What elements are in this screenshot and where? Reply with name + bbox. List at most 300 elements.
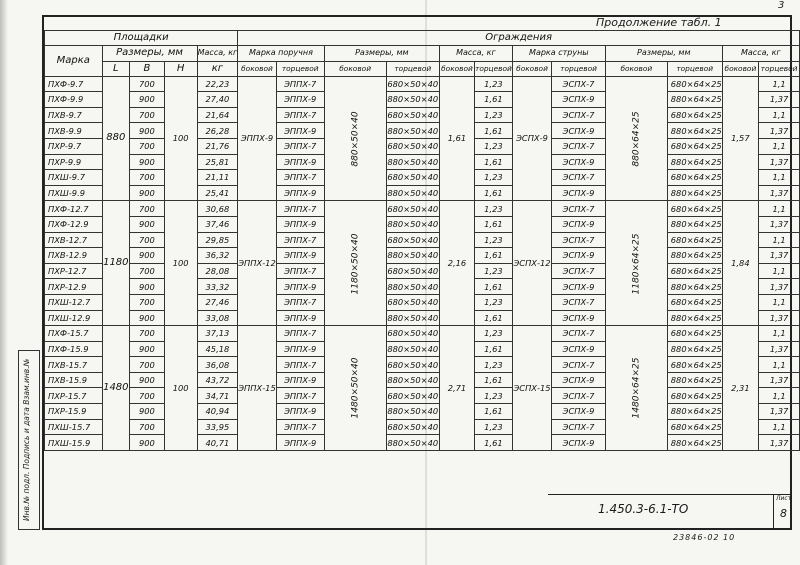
string-mass-end: 1,37	[759, 279, 800, 295]
handrail-mass-end: 1,23	[475, 326, 513, 342]
ssize-side-header: боковой	[605, 61, 667, 76]
string-size-side	[605, 201, 667, 326]
hmass-end-header: торцевой	[475, 61, 513, 76]
row-mass: 30,68	[197, 201, 238, 217]
row-width: 900	[130, 248, 165, 264]
handrail-size-end: 880×50×40	[386, 310, 439, 326]
row-mass: 40,71	[197, 435, 238, 451]
handrail-size-end: 680×50×40	[386, 388, 439, 404]
handrail-size-end: 880×50×40	[386, 216, 439, 232]
handrail-end: ЭППХ-9	[276, 216, 324, 232]
handrail-mass-end: 1,61	[475, 185, 513, 201]
handrail-mass-end: 1,23	[475, 357, 513, 373]
string-size-end: 880×64×25	[667, 123, 722, 139]
row-mass: 43,72	[197, 372, 238, 388]
handrail-size-end: 880×50×40	[386, 435, 439, 451]
table-row	[45, 232, 800, 248]
handrail-end: ЭППХ-9	[276, 372, 324, 388]
string-end: ЭСПХ-7	[552, 201, 606, 217]
string-mass-end: 1,37	[759, 341, 800, 357]
string-side-header: боковой	[512, 61, 551, 76]
string-mass-end: 1,37	[759, 404, 800, 420]
inventory-number: 23846-02 10	[673, 533, 736, 542]
string-end: ЭСПХ-7	[552, 294, 606, 310]
handrail-mass-end: 1,23	[475, 138, 513, 154]
handrail-end: ЭППХ-7	[276, 138, 324, 154]
row-mass: 26,28	[197, 123, 238, 139]
row-width: 700	[130, 294, 165, 310]
row-mark: ПХВ-12.9	[45, 248, 103, 264]
string-end: ЭСПХ-9	[552, 216, 606, 232]
row-width: 900	[130, 279, 165, 295]
handrail-size-end: 680×50×40	[386, 107, 439, 123]
handrail-mass-end: 1,61	[475, 248, 513, 264]
row-mass: 33,08	[197, 310, 238, 326]
string-size-side-text: 880×64×25	[631, 111, 642, 167]
row-width: 700	[130, 201, 165, 217]
handrail-mass-side: 2,71	[439, 326, 474, 451]
string-size-end: 680×64×25	[667, 388, 722, 404]
row-mass: 21,11	[197, 170, 238, 186]
handrail-mass-end: 1,61	[475, 372, 513, 388]
sheet-number-cell	[773, 494, 793, 530]
handrail-size-side-text: 880×50×40	[350, 111, 361, 167]
row-mass: 33,32	[197, 279, 238, 295]
handrail-mass-end: 1,23	[475, 294, 513, 310]
handrail-mass-end: 1,61	[475, 310, 513, 326]
string-mass-end: 1,1	[759, 419, 800, 435]
table-row	[45, 185, 800, 201]
row-width: 900	[130, 185, 165, 201]
handrail-size-end: 680×50×40	[386, 357, 439, 373]
group-length: 880	[102, 76, 130, 201]
spec-table-body	[45, 76, 800, 450]
row-mass: 21,76	[197, 138, 238, 154]
handrail-end: ЭППХ-7	[276, 357, 324, 373]
string-end: ЭСПХ-9	[552, 341, 606, 357]
row-width: 700	[130, 326, 165, 342]
spec-table	[44, 30, 800, 451]
string-size-end: 880×64×25	[667, 341, 722, 357]
string-end: ЭСПХ-7	[552, 232, 606, 248]
table-row	[45, 216, 800, 232]
ssize-end-header: торцевой	[667, 61, 722, 76]
handrail-size-end: 880×50×40	[386, 279, 439, 295]
handrail-size-side	[324, 76, 386, 201]
table-row	[45, 138, 800, 154]
row-mass: 34,71	[197, 388, 238, 404]
continuation-label: Продолжение табл. 1	[596, 16, 722, 29]
smass-end-header: торцевой	[759, 61, 800, 76]
handrail-end: ЭППХ-9	[276, 341, 324, 357]
string-mass-side: 1,84	[722, 201, 759, 326]
table-row	[45, 76, 800, 92]
string-end: ЭСПХ-9	[552, 185, 606, 201]
table-row	[45, 372, 800, 388]
string-mass-end: 1,37	[759, 310, 800, 326]
string-size-end: 680×64×25	[667, 326, 722, 342]
table-row	[45, 107, 800, 123]
string-end: ЭСПХ-9	[552, 310, 606, 326]
row-width: 900	[130, 435, 165, 451]
handrail-mass-end: 1,23	[475, 419, 513, 435]
approval-sidebar	[18, 350, 40, 530]
row-mass: 25,81	[197, 154, 238, 170]
row-width: 700	[130, 388, 165, 404]
handrail-end: ЭППХ-9	[276, 248, 324, 264]
handrail-mass-end: 1,23	[475, 263, 513, 279]
row-mass: 40,94	[197, 404, 238, 420]
table-row	[45, 154, 800, 170]
row-mark: ПХВ-9.9	[45, 123, 103, 139]
table-row	[45, 201, 800, 217]
row-width: 900	[130, 341, 165, 357]
row-mass: 36,08	[197, 357, 238, 373]
handrail-mass-end: 1,61	[475, 435, 513, 451]
string-size-end: 680×64×25	[667, 357, 722, 373]
platform-sizes-header: Размеры, мм	[102, 46, 197, 62]
handrail-size-side-text: 1180×50×40	[350, 233, 361, 295]
row-mass: 27,40	[197, 92, 238, 108]
string-mass-end: 1,1	[759, 232, 800, 248]
string-mass-end: 1,1	[759, 170, 800, 186]
row-width: 700	[130, 76, 165, 92]
row-mass: 29,85	[197, 232, 238, 248]
row-mass: 27,46	[197, 294, 238, 310]
handrail-mass-end: 1,23	[475, 201, 513, 217]
row-width: 900	[130, 92, 165, 108]
handrail-size-end: 880×50×40	[386, 404, 439, 420]
hmass-side-header: боковой	[439, 61, 474, 76]
string-side: ЭСПХ-15	[512, 326, 551, 451]
handrail-side: ЭППХ-15	[238, 326, 277, 451]
row-mass: 22,23	[197, 76, 238, 92]
string-end: ЭСПХ-7	[552, 107, 606, 123]
row-width: 900	[130, 154, 165, 170]
string-size-end: 680×64×25	[667, 232, 722, 248]
string-mass-end: 1,37	[759, 154, 800, 170]
row-mark: ПХШ-15.7	[45, 419, 103, 435]
handrail-mass-end: 1,23	[475, 388, 513, 404]
string-mass-end: 1,1	[759, 76, 800, 92]
handrail-size-end: 680×50×40	[386, 170, 439, 186]
handrail-mass-end: 1,23	[475, 76, 513, 92]
string-end: ЭСПХ-9	[552, 279, 606, 295]
row-mark: ПХШ-12.7	[45, 294, 103, 310]
group-height: 100	[164, 76, 197, 201]
table-row	[45, 123, 800, 139]
table-row	[45, 357, 800, 373]
string-mass-side: 2,31	[722, 326, 759, 451]
hsize-side-header: боковой	[324, 61, 386, 76]
row-mark: ПХР-15.7	[45, 388, 103, 404]
table-row	[45, 310, 800, 326]
row-width: 900	[130, 310, 165, 326]
row-mark: ПХФ-12.7	[45, 201, 103, 217]
string-side: ЭСПХ-12	[512, 201, 551, 326]
table-row	[45, 326, 800, 342]
handrail-size-end: 880×50×40	[386, 372, 439, 388]
table-row	[45, 404, 800, 420]
row-width: 700	[130, 357, 165, 373]
table-row	[45, 279, 800, 295]
row-mass: 21,64	[197, 107, 238, 123]
string-size-end: 880×64×25	[667, 92, 722, 108]
smass-side-header: боковой	[722, 61, 759, 76]
handrail-size-end: 880×50×40	[386, 185, 439, 201]
string-size-end: 880×64×25	[667, 216, 722, 232]
B-header: B	[130, 61, 165, 76]
string-end: ЭСПХ-9	[552, 435, 606, 451]
string-mass-end: 1,37	[759, 185, 800, 201]
row-mass: 36,32	[197, 248, 238, 264]
row-mark: ПХВ-15.9	[45, 372, 103, 388]
string-mass-end: 1,1	[759, 138, 800, 154]
string-end: ЭСПХ-7	[552, 326, 606, 342]
row-mass: 37,13	[197, 326, 238, 342]
handrail-mass-end: 1,61	[475, 92, 513, 108]
row-mark: ПХШ-12.9	[45, 310, 103, 326]
handrail-mass-end: 1,61	[475, 154, 513, 170]
string-mass-end: 1,1	[759, 388, 800, 404]
row-mark: ПХР-9.7	[45, 138, 103, 154]
fencing-header: Ограждения	[238, 31, 800, 46]
platforms-header: Площадки	[45, 31, 238, 46]
handrail-mass-end: 1,23	[475, 170, 513, 186]
handrail-end-header: торцевой	[276, 61, 324, 76]
handrail-mass-end: 1,61	[475, 279, 513, 295]
handrail-end: ЭППХ-7	[276, 326, 324, 342]
handrail-size-end: 680×50×40	[386, 138, 439, 154]
row-width: 700	[130, 419, 165, 435]
string-mass-end: 1,37	[759, 216, 800, 232]
header-row-2	[45, 46, 800, 62]
row-width: 900	[130, 123, 165, 139]
handrail-end: ЭППХ-7	[276, 294, 324, 310]
handrail-size-end: 880×50×40	[386, 92, 439, 108]
table-row	[45, 419, 800, 435]
brand-header: Марка	[45, 46, 103, 77]
hsize-end-header: торцевой	[386, 61, 439, 76]
string-size-end: 880×64×25	[667, 404, 722, 420]
handrail-size-end: 880×50×40	[386, 248, 439, 264]
handrail-size-end: 880×50×40	[386, 154, 439, 170]
row-width: 700	[130, 138, 165, 154]
handrail-end: ЭППХ-7	[276, 388, 324, 404]
handrail-mass-header: Масса, кг	[439, 46, 512, 62]
top-mark: 3	[778, 0, 785, 11]
string-size-end: 680×64×25	[667, 170, 722, 186]
string-sizes-header: Размеры, мм	[605, 46, 722, 62]
string-end: ЭСПХ-9	[552, 404, 606, 420]
string-size-side	[605, 76, 667, 201]
handrail-end: ЭППХ-9	[276, 92, 324, 108]
string-size-side-text: 1480×64×25	[631, 358, 642, 419]
group-length: 1480	[102, 326, 130, 451]
handrail-side: ЭППХ-9	[238, 76, 277, 201]
row-mark: ПХР-12.9	[45, 279, 103, 295]
row-mark: ПХВ-12.7	[45, 232, 103, 248]
string-size-end: 680×64×25	[667, 419, 722, 435]
string-mass-end: 1,1	[759, 201, 800, 217]
string-mass-end: 1,1	[759, 326, 800, 342]
handrail-side: ЭППХ-12	[238, 201, 277, 326]
table-row	[45, 248, 800, 264]
handrail-sizes-header: Размеры, мм	[324, 46, 439, 62]
row-mass: 28,08	[197, 263, 238, 279]
string-end: ЭСПХ-9	[552, 123, 606, 139]
handrail-end: ЭППХ-9	[276, 154, 324, 170]
handrail-size-end: 680×50×40	[386, 232, 439, 248]
group-height: 100	[164, 326, 197, 451]
handrail-end: ЭППХ-9	[276, 185, 324, 201]
handrail-end: ЭППХ-9	[276, 404, 324, 420]
handrail-size-side-text: 1480×50×40	[350, 358, 361, 419]
handrail-size-end: 680×50×40	[386, 419, 439, 435]
string-size-end: 880×64×25	[667, 248, 722, 264]
string-end: ЭСПХ-7	[552, 138, 606, 154]
handrail-end: ЭППХ-9	[276, 310, 324, 326]
H-header: H	[164, 61, 197, 76]
string-end: ЭСПХ-9	[552, 248, 606, 264]
L-header: L	[102, 61, 130, 76]
string-mass-header: Масса, кг	[722, 46, 799, 62]
row-width: 700	[130, 107, 165, 123]
table-row	[45, 263, 800, 279]
handrail-mass-end: 1,23	[475, 107, 513, 123]
row-width: 900	[130, 404, 165, 420]
handrail-end: ЭППХ-9	[276, 279, 324, 295]
string-end: ЭСПХ-7	[552, 76, 606, 92]
string-size-end: 680×64×25	[667, 76, 722, 92]
string-mass-side: 1,57	[722, 76, 759, 201]
string-size-end: 880×64×25	[667, 310, 722, 326]
handrail-size-end: 680×50×40	[386, 294, 439, 310]
row-mark: ПХШ-9.7	[45, 170, 103, 186]
string-side: ЭСПХ-9	[512, 76, 551, 201]
string-mass-end: 1,37	[759, 92, 800, 108]
string-size-end: 880×64×25	[667, 372, 722, 388]
string-size-end: 680×64×25	[667, 138, 722, 154]
row-mark: ПХФ-9.9	[45, 92, 103, 108]
row-mass: 25,41	[197, 185, 238, 201]
handrail-size-end: 680×50×40	[386, 76, 439, 92]
table-row	[45, 341, 800, 357]
handrail-end: ЭППХ-9	[276, 435, 324, 451]
handrail-mass-end: 1,23	[475, 232, 513, 248]
string-mass-end: 1,1	[759, 263, 800, 279]
sheet-label: Лист	[776, 495, 792, 502]
string-end: ЭСПХ-9	[552, 372, 606, 388]
handrail-size-side	[324, 201, 386, 326]
string-size-end: 880×64×25	[667, 279, 722, 295]
string-mass-end: 1,1	[759, 294, 800, 310]
row-mark: ПХФ-15.7	[45, 326, 103, 342]
string-end: ЭСПХ-7	[552, 263, 606, 279]
string-end-header: торцевой	[552, 61, 606, 76]
handrail-end: ЭППХ-7	[276, 232, 324, 248]
page-edge-shadow	[0, 0, 8, 565]
row-mark: ПХФ-9.7	[45, 76, 103, 92]
row-mass: 33,95	[197, 419, 238, 435]
row-mark: ПХФ-15.9	[45, 341, 103, 357]
group-height: 100	[164, 201, 197, 326]
string-size-end: 880×64×25	[667, 154, 722, 170]
string-brand-header: Марка струны	[512, 46, 605, 62]
handrail-end: ЭППХ-7	[276, 419, 324, 435]
string-size-end: 880×64×25	[667, 435, 722, 451]
handrail-end: ЭППХ-7	[276, 170, 324, 186]
table-row	[45, 388, 800, 404]
row-mark: ПХР-12.7	[45, 263, 103, 279]
row-mass: 37,46	[197, 216, 238, 232]
handrail-size-end: 680×50×40	[386, 201, 439, 217]
string-mass-end: 1,37	[759, 248, 800, 264]
handrail-end: ЭППХ-9	[276, 123, 324, 139]
string-size-end: 680×64×25	[667, 201, 722, 217]
row-mark: ПХШ-9.9	[45, 185, 103, 201]
row-mark: ПХВ-9.7	[45, 107, 103, 123]
row-mark: ПХФ-12.9	[45, 216, 103, 232]
row-mark: ПХР-9.9	[45, 154, 103, 170]
sheet-number: 8	[780, 507, 787, 520]
table-row	[45, 92, 800, 108]
string-size-end: 680×64×25	[667, 107, 722, 123]
platform-mass-header: Масса, кг	[197, 46, 238, 62]
handrail-mass-end: 1,61	[475, 216, 513, 232]
handrail-mass-side: 1,61	[439, 76, 474, 201]
string-end: ЭСПХ-9	[552, 154, 606, 170]
document-number: 1.450.3-6.1-ТО	[598, 502, 689, 516]
row-width: 700	[130, 170, 165, 186]
row-width: 900	[130, 372, 165, 388]
row-mark: ПХР-15.9	[45, 404, 103, 420]
handrail-size-end: 680×50×40	[386, 263, 439, 279]
handrail-size-end: 880×50×40	[386, 123, 439, 139]
kg-header: кг	[197, 61, 238, 76]
handrail-brand-header: Марка поручня	[238, 46, 324, 62]
group-length: 1180	[102, 201, 130, 326]
handrail-side-header: боковой	[238, 61, 277, 76]
row-mark: ПХШ-15.9	[45, 435, 103, 451]
handrail-end: ЭППХ-7	[276, 201, 324, 217]
handrail-mass-side: 2,16	[439, 201, 474, 326]
string-size-side	[605, 326, 667, 451]
handrail-size-side	[324, 326, 386, 451]
string-end: ЭСПХ-7	[552, 357, 606, 373]
row-mark: ПХВ-15.7	[45, 357, 103, 373]
row-mass: 45,18	[197, 341, 238, 357]
row-width: 900	[130, 216, 165, 232]
string-mass-end: 1,37	[759, 123, 800, 139]
row-width: 700	[130, 232, 165, 248]
string-size-end: 880×64×25	[667, 185, 722, 201]
string-end: ЭСПХ-7	[552, 388, 606, 404]
handrail-end: ЭППХ-7	[276, 107, 324, 123]
handrail-size-end: 680×50×40	[386, 326, 439, 342]
sidebar-text: Инв.№ подл. Подпись и дата Взам.инв.№	[22, 358, 31, 521]
string-size-end: 680×64×25	[667, 263, 722, 279]
table-row	[45, 435, 800, 451]
string-mass-end: 1,1	[759, 107, 800, 123]
string-mass-end: 1,1	[759, 357, 800, 373]
row-width: 700	[130, 263, 165, 279]
string-end: ЭСПХ-9	[552, 92, 606, 108]
string-mass-end: 1,37	[759, 435, 800, 451]
string-end: ЭСПХ-7	[552, 170, 606, 186]
header-row-1	[45, 31, 800, 46]
table-row	[45, 294, 800, 310]
